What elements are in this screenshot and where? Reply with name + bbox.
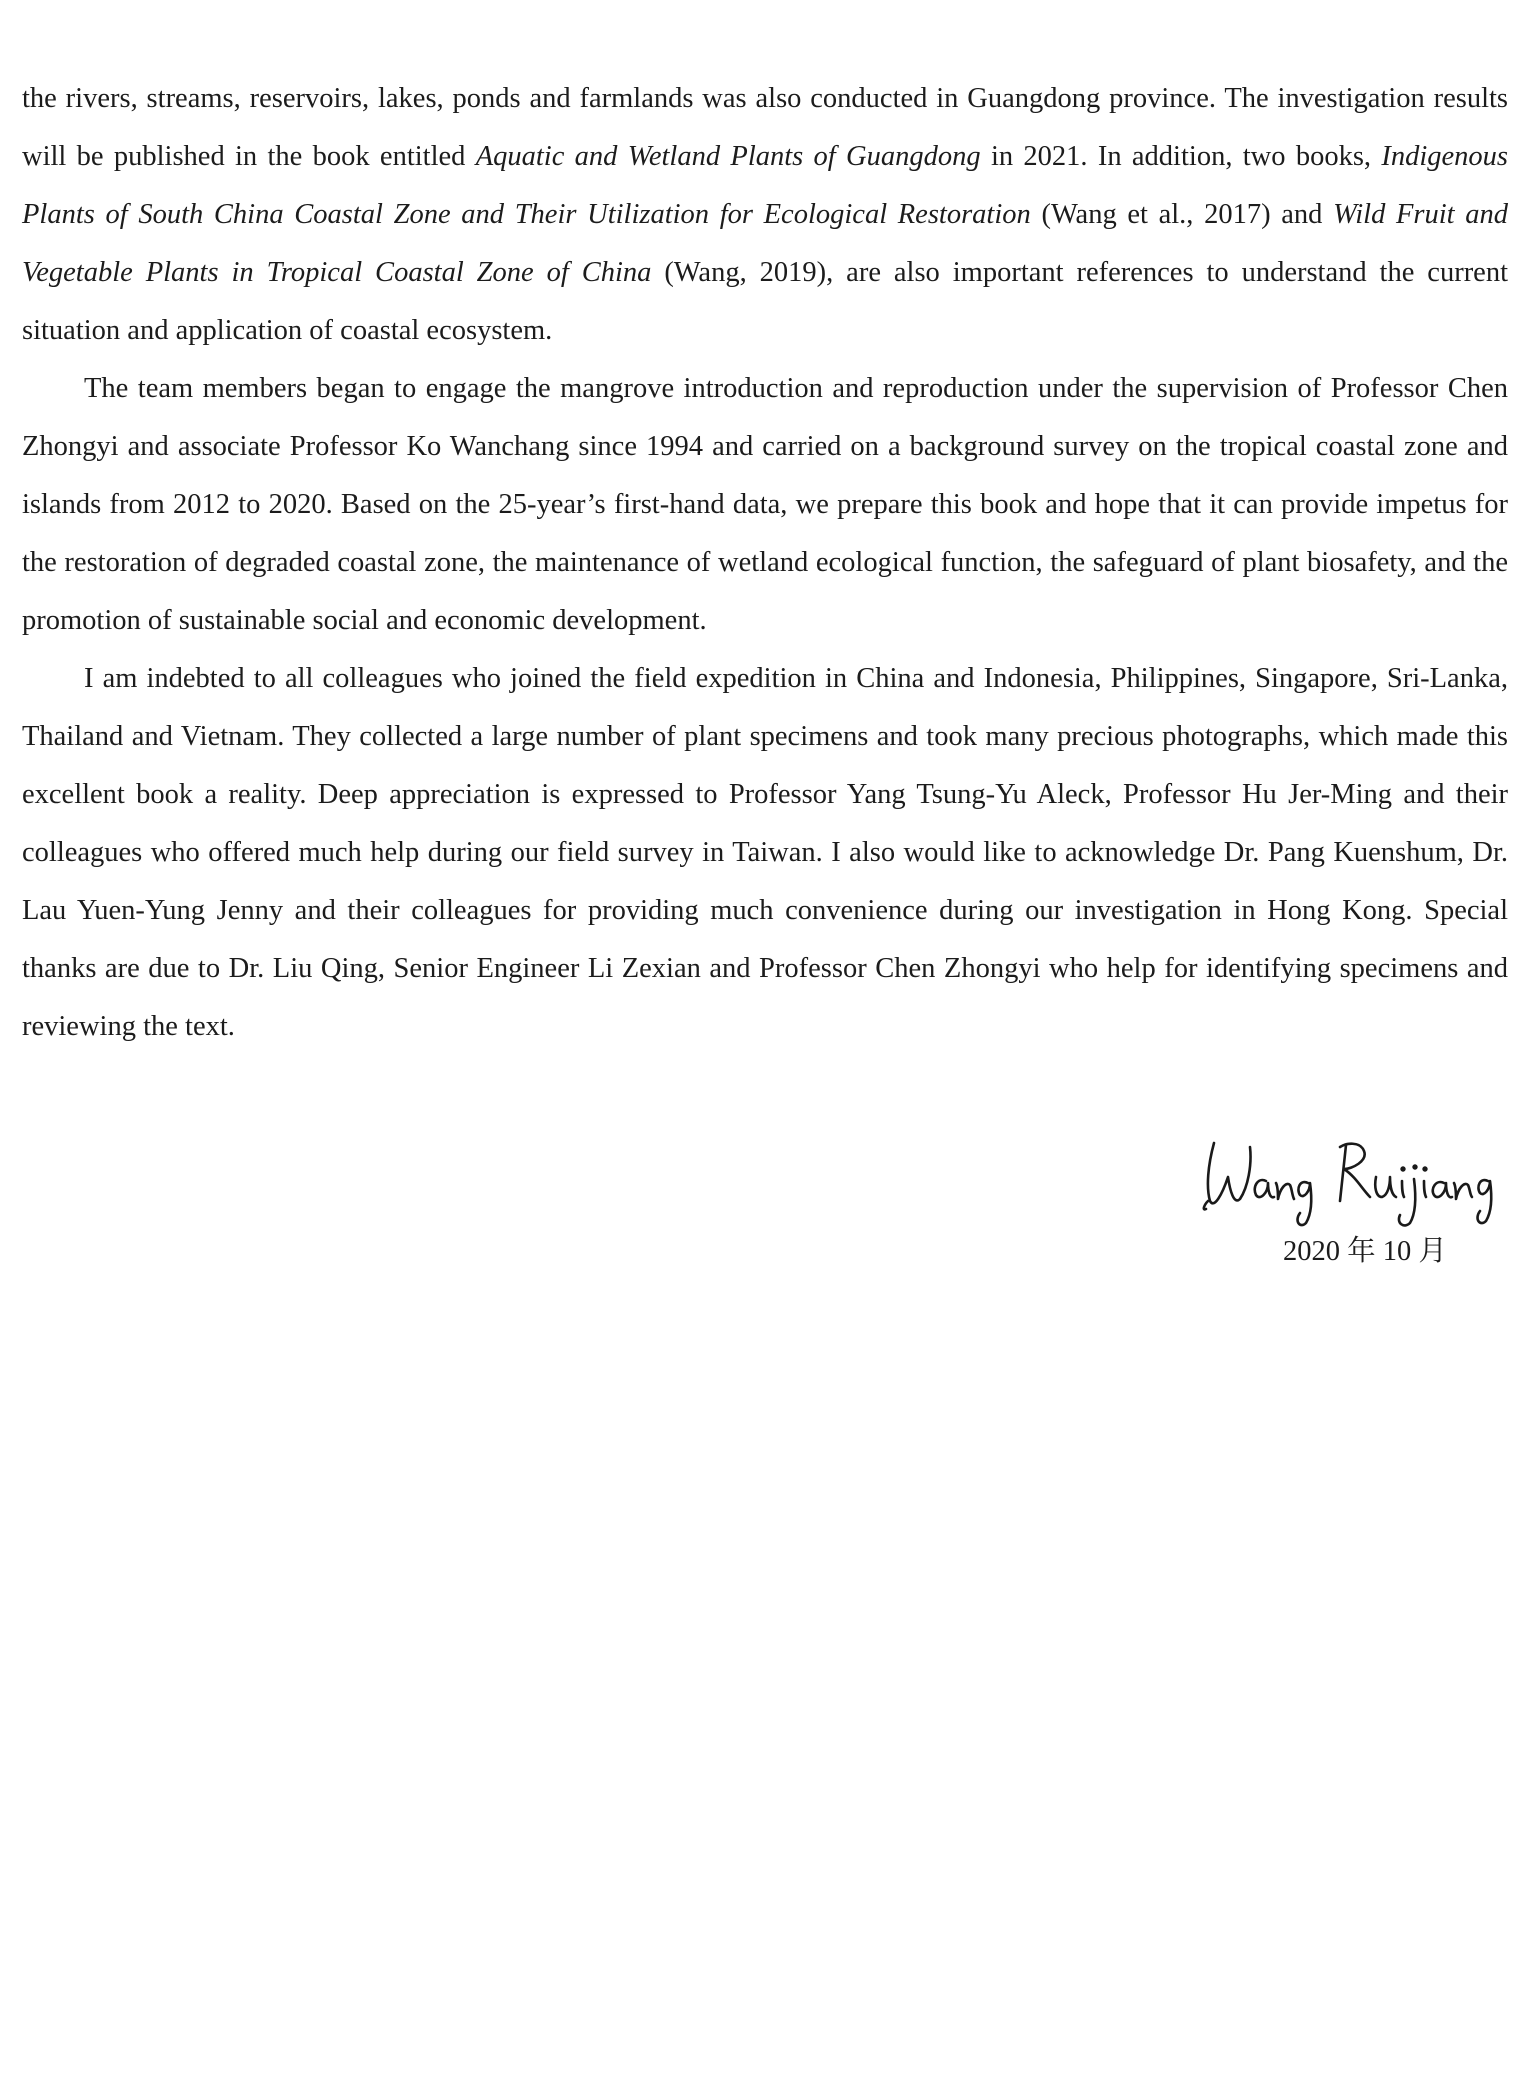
book-title: Aquatic and Wetland Plants of Guangdong <box>475 141 981 172</box>
text-run: (Wang et al., 2017) and <box>1030 199 1334 230</box>
book-title: Wild Fruit and Vegetable Plants in Tropical Coastal Zone of China <box>22 199 1508 288</box>
book-title: Indigenous Plants of South China Coastal Zone and Their Utilization for Ecological Restoration <box>22 141 1508 230</box>
text-run: the rivers, streams, reservoirs, lakes, ponds and farmlands was also conducted in Guangdong province. The investigation results will be published in the book entitled <box>22 83 1508 172</box>
text-run: (Wang, 2019), are also important references to understand the current situation and application of coastal ecosystem. <box>22 257 1508 346</box>
text-run: The team members began to engage the mangrove introduction and reproduction under the supervision of Professor Chen Zhongyi and associate Professor Ko Wanchang since 1994 and carried on a background survey on the tropical coastal zone and islands from 2012 to 2020. Based on the 25-year’s first-hand data, we prepare this book and hope that it can provide impetus for the restoration of degraded coastal zone, the maintenance of wetland ecological function, the safeguard of plant biosafety, and the promotion of sustainable social and economic development. <box>22 373 1508 636</box>
paragraph-1 <box>22 70 1508 360</box>
text-run: in 2021. In addition, two books, <box>980 141 1382 172</box>
paragraph-2 <box>22 360 1508 650</box>
text-run: I am indebted to all colleagues who joined the field expedition in China and Indonesia, Philippines, Singapore, Sri-Lanka, Thailand and Vietnam. They collected a large number of plant specimens and took many precious photographs, which made this excellent book a reality. Deep appreciation is expressed to Professor Yang Tsung-Yu Aleck, Professor Hu Jer-Ming and their colleagues who offered much help during our field survey in Taiwan. I also would like to acknowledge Dr. Pang Kuenshum, Dr. Lau Yuen-Yung Jenny and their colleagues for providing much convenience during our investigation in Hong Kong. Special thanks are due to Dr. Liu Qing, Senior Engineer Li Zexian and Professor Chen Zhongyi who help for identifying specimens and reviewing the text. <box>22 663 1508 1042</box>
paragraph-3 <box>22 650 1508 1056</box>
date-line: 2020 年 10 月 <box>1283 1236 1447 1267</box>
document-body <box>22 70 1508 1056</box>
handwritten-signature <box>1200 1125 1500 1230</box>
